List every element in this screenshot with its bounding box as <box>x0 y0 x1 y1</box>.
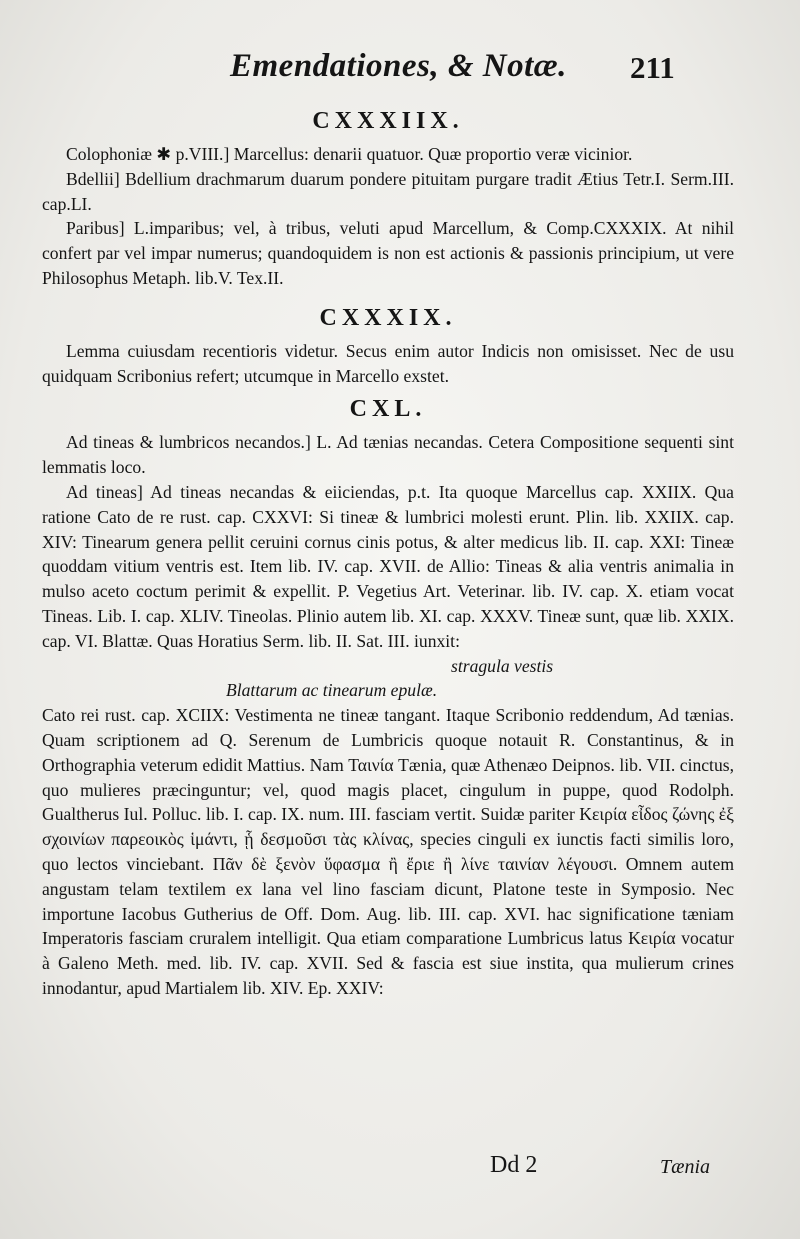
section-heading-cxl: CXL. <box>349 396 427 423</box>
verse-line-2: Blattarum ac tinearum epulæ. <box>226 680 438 701</box>
running-head <box>0 44 800 88</box>
paragraph-ad-tineas-lemma: Ad tineas & lumbricos necandos.] L. Ad tænias necandas. Cetera Compositione sequenti sint lemmatis loco. <box>42 432 734 478</box>
paragraph-bdellii: Bdellii] Bdellium drachmarum duarum pondere pituitam purgare tradit Ætius Tetr.I. Serm.III. cap.LI. <box>42 168 734 214</box>
catchword: Tænia <box>660 1156 711 1178</box>
paragraph-colophoniae: Colophoniæ ✱ p.VIII.] Marcellus: denarii quatuor. Quæ proportio veræ vicinior. <box>66 144 633 164</box>
section-heading-cxxxix: CXXXIX. <box>319 304 457 331</box>
signature-mark: Dd 2 <box>490 1152 538 1178</box>
running-title: Emendationes, & Notæ. <box>230 48 567 84</box>
section-heading-cxxxiix: CXXXIIX. <box>312 108 464 134</box>
page-body <box>42 104 734 1001</box>
paragraph-ad-tineas: Ad tineas] Ad tineas necandas & eiiciendas, p.t. Ita quoque Marcellus cap. XXIIX. Qua ratione Cato de re rust. cap. CXXVI: Si tineæ & lumbrici molesti erunt. Plin. lib. XXIIX. cap. XIV: Tinearum genera pellit ceruini cornus cinis potus, & alter medicus lib. II. cap. XXI: Tineæ quoddam vitium ventris est. Item lib. IV. cap. XVII. de Allio: Tineas & alia ventris animalia in mulso aceto coctum perimit & expellit. P. Vegetius Art. Veterinar. lib. IV. cap. X. etiam vocat Tineas. Lib. I. cap. XLIV. Tineolas. Plinio autem lib. XI. cap. XXXV. Tineæ sunt, quæ lib. XXIX. cap. VI. Blattæ. Quas Horatius Serm. lib. II. Sat. III. iunxit: <box>42 481 734 651</box>
verse-line-1: stragula vestis <box>451 655 554 676</box>
paragraph-lemma: Lemma cuiusdam recentioris videtur. Secus enim autor Indicis non omisisset. Nec de usu quidquam Scribonius refert; utcumque in Marcello exstet. <box>42 340 734 386</box>
page-number: 211 <box>630 50 675 85</box>
page-footer <box>0 1148 800 1188</box>
paragraph-cato: Cato rei rust. cap. XCIIX: Vestimenta ne tineæ tangant. Itaque Scribonio reddendum, Ad tænias. Quam scriptionem ad Q. Serenum de Lumbricis quoque notauit R. Constantinus, & in Orthographia veterum edidit Mattius. Nam Ταινία Tænia, quæ Athenæo Deipnos. lib. VII. cinctus, quo mulieres præcinguntur; vel, quod magis placet, cingulum in puppe, quod Rodolph. Gualtherus Iul. Polluc. lib. I. cap. IX. num. III. fasciam vertit. Suidæ pariter Κειρία εἶδος ζώνης ἐξ σχοινίων παρεοικὸς ἱμάντι, ᾗ δεσμοῦσι τὰς κλίνας, species cinguli ex iunctis facti similis loro, quo lectos vinciebant. Πᾶν δὲ ξενὸν ὕφασμα ἢ ἔριε ἢ λίνε ταινίαν λέγουσι. Omnem autem angustam telam textilem ex lana vel lino fasciam dicunt, Platone teste in Symposio. Nec importune Iacobus Gutherius de Off. Dom. Aug. lib. III. cap. XVI. hac significatione tæniam Imperatoris fasciam cruralem intelligit. Qua etiam comparatione Lumbricus latus Κειρία vocatur à Galeno Meth. med. lib. IV. cap. XVII. Sed & fascia est siue instita, qua mulierum crines innodantur, apud Martialem lib. XIV. Ep. XXIV: <box>42 705 734 998</box>
paragraph-paribus: Paribus] L.imparibus; vel, à tribus, veluti apud Marcellum, & Comp.CXXXIX. At nihil confert par vel impar numerus; quandoquidem is non est actionis & passionis principium, ut vere Philosophus Metaph. lib.V. Tex.II. <box>42 218 734 288</box>
